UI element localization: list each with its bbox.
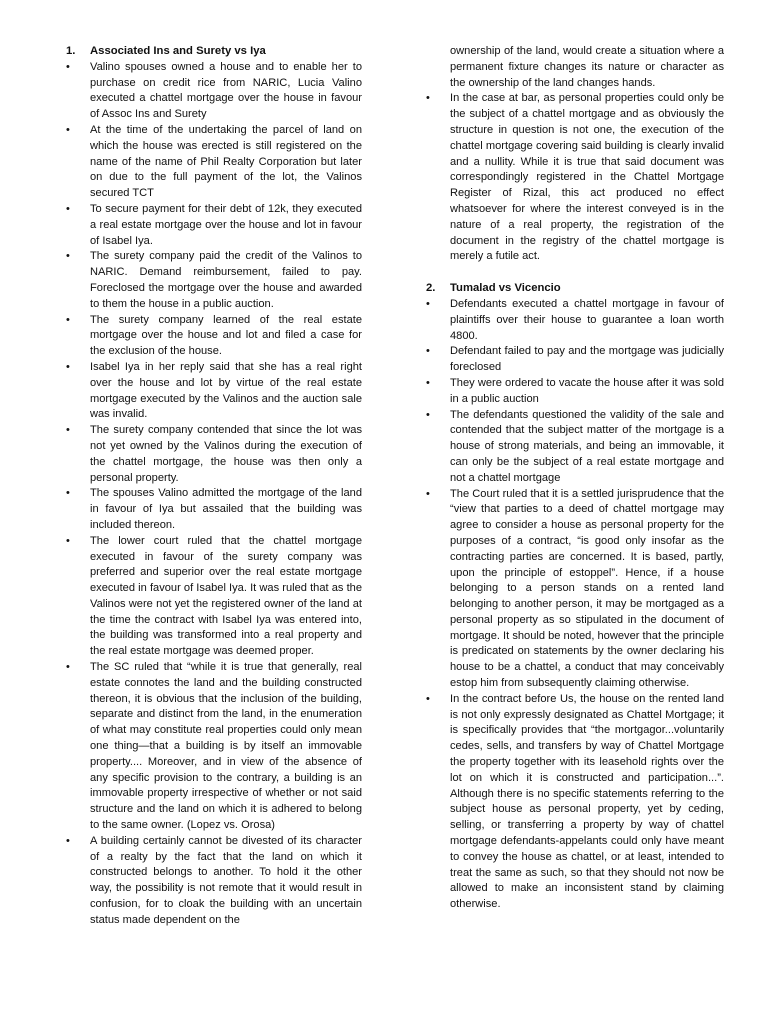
bullet-item xyxy=(426,297,724,344)
bullet-item xyxy=(66,534,362,660)
bullet-item xyxy=(426,692,724,913)
bullet-icon: • xyxy=(66,360,70,373)
case-title: Associated Ins and Surety vs Iya xyxy=(90,45,266,57)
bullet-icon: • xyxy=(426,345,430,358)
case-section-1 xyxy=(66,44,362,929)
bullet-item xyxy=(66,423,362,486)
bullet-icon: • xyxy=(426,408,430,421)
bullet-icon: • xyxy=(426,692,430,705)
bullet-item xyxy=(66,486,362,533)
bullet-item xyxy=(426,487,724,692)
bullet-text: The spouses Valino admitted the mortgage of the land in favour of Iya but assailed that the building was included thereon. xyxy=(90,487,362,531)
bullet-text: The surety company paid the credit of the Valinos to NARIC. Demand reimbursement, failed to pay. Foreclosed the mortgage over the house and awarded to them the house in a public auction. xyxy=(90,250,362,310)
bullet-text: Defendant failed to pay and the mortgage was judicially foreclosed xyxy=(450,345,724,374)
bullet-icon: • xyxy=(66,424,70,437)
bullet-list xyxy=(426,297,724,913)
bullet-text: Valino spouses owned a house and to enable her to purchase on credit rice from NARIC, Lucia Valino executed a chattel mortgage over the house in favour of Assoc Ins and Surety xyxy=(90,60,362,121)
case-heading-1 xyxy=(66,44,362,60)
bullet-item xyxy=(426,91,724,265)
bullet-text: To secure payment for their debt of 12k, they executed a real estate mortgage over the house and lot in favour of Isabel Iya. xyxy=(90,202,362,247)
bullet-icon: • xyxy=(66,661,70,674)
bullet-text: A building certainly cannot be divested of its character of a realty by the fact that the land on which it constructed belongs to another. To hold it the other way, the possibility is not remote that it would result in confusion, for to cloak the building with an uncertain status made dependent on the xyxy=(90,834,362,926)
bullet-icon: • xyxy=(66,202,70,215)
case-section-2 xyxy=(426,281,724,913)
bullet-icon: • xyxy=(66,123,70,136)
bullet-item xyxy=(66,202,362,249)
bullet-item xyxy=(426,344,724,376)
bullet-item xyxy=(426,408,724,487)
bullet-list xyxy=(426,91,724,265)
case-heading-2 xyxy=(426,281,724,297)
bullet-item xyxy=(66,123,362,202)
bullet-icon: • xyxy=(66,487,70,500)
bullet-list xyxy=(66,60,362,929)
bullet-text: Defendants executed a chattel mortgage in favour of plaintiffs over their house to guarantee a loan worth 4800. xyxy=(450,297,724,342)
bullet-item xyxy=(66,360,362,423)
bullet-text: The surety company contended that since the lot was not yet owned by the Valinos during the execution of the chattel mortgage, the house was then only a personal property. xyxy=(90,424,362,484)
bullet-text: The surety company learned of the real estate mortgage over the house and lot and filed a case for the exclusion of the house. xyxy=(90,313,362,358)
bullet-icon: • xyxy=(66,534,70,547)
bullet-text: Isabel Iya in her reply said that she has a real right over the house and lot by virtue of the real estate mortgage executed by the Valinos and the auction sale was invalid. xyxy=(90,360,362,421)
continued-text: ownership of the land, would create a situation where a permanent fixture changes its nature or character as the ownership of the land changes hands. xyxy=(450,45,724,89)
right-column xyxy=(426,44,724,913)
bullet-text: They were ordered to vacate the house after it was sold in a public auction xyxy=(450,376,724,405)
case-number: 2. xyxy=(426,282,436,295)
bullet-item xyxy=(66,60,362,123)
bullet-item xyxy=(66,834,362,929)
bullet-text: The SC ruled that “while it is true that generally, real estate connotes the land and the building constructed thereon, it is obvious that the inclusion of the building, separate and distinct from the land, in the enumeration of what may constitute real properties could only mean one thing—that a building is by itself an immovable property.... Moreover, and in view of the absence of any specific provision to the contrary, a building is an immovable property irrespective of whether or not said structure and the land on which it is adhered to belong to the same owner. (Lopez vs. Orosa) xyxy=(90,661,362,832)
case-title: Tumalad vs Vicencio xyxy=(450,282,561,295)
bullet-icon: • xyxy=(426,376,430,389)
bullet-item xyxy=(66,313,362,360)
bullet-text: The lower court ruled that the chattel mortgage executed in favour of the surety company was preferred and superior over the real estate mortgage executed in favour of Isabel Iya. It was ruled that as the Valinos were not yet the registered owner of the land at the time the contract with Isabel Iya was entered into, the building was transformed into a real property and the real estate mortgage was deemed proper. xyxy=(90,534,362,658)
bullet-icon: • xyxy=(66,60,70,73)
bullet-icon: • xyxy=(66,834,70,847)
left-column xyxy=(66,44,362,929)
bullet-text: The Court ruled that it is a settled jurisprudence that the “view that parties to a deed of chattel mortgage may agree to consider a house as personal property for the purposes of a contract, “is good only insofar as the contracting parties are concerned. It is based, partly, upon the principle of estoppel”. Hence, if a house belonging to a person stands on a rented land belonging to another person, it may be mortgaged as a personal property as so stipulated in the document of mortgage. It should be noted, however that the principle is predicated on statements by the owner declaring his house to be a chattel, a conduct that may conceivably estop him from subsequently claiming otherwise. xyxy=(450,487,724,690)
bullet-text: In the case at bar, as personal properties could only be the subject of a chattel mortgage and as obviously the structure in question is not one, the execution of the chattel mortgage covering said building is clearly invalid and a nullity. While it is true that said document was correspondingly registered in the Chattel Mortgage Register of Rizal, this act produced no effect whatsoever for where the interest conveyed is in the nature of a real property, the registration of the document in the registry of the chattel mortgage is merely a futile act. xyxy=(450,92,724,263)
bullet-text: In the contract before Us, the house on the rented land is not only expressly designated as Chattel Mortgage; it is specifically provides that “the mortgagor...voluntarily cedes, sells, and transfers by way of Chattel Mortgage the property together with its leasehold rights over the lot on which it is constructed and participation...”. Although there is no specific statements referring to the subject house as personal property, yet by ceding, selling, or transferring a property by way of chattel mortgage defendants-appelants could only have meant to convey the house as chattel, or at least, intended to treat the same as such, so that they should not now be allowed to make an inconsistent stand by claiming otherwise. xyxy=(450,692,724,911)
bullet-icon: • xyxy=(66,313,70,326)
bullet-icon: • xyxy=(426,487,430,500)
bullet-item xyxy=(426,376,724,408)
bullet-text: At the time of the undertaking the parcel of land on which the house was erected is still registered on the name of the name of Phil Realty Corporation but later on due to the full payment of the lot, the Valinos secured TCT xyxy=(90,123,362,200)
bullet-icon: • xyxy=(426,92,430,105)
bullet-item xyxy=(66,249,362,312)
bullet-text: The defendants questioned the validity of the sale and contended that the subject matter of the mortgage is a house of strong materials, and being an immovable, it can only be the subject of a real estate mortgage and not a chattel mortgage xyxy=(450,408,724,484)
bullet-icon: • xyxy=(426,297,430,310)
bullet-item xyxy=(66,660,362,834)
bullet-icon: • xyxy=(66,250,70,263)
case-number: 1. xyxy=(66,45,76,57)
